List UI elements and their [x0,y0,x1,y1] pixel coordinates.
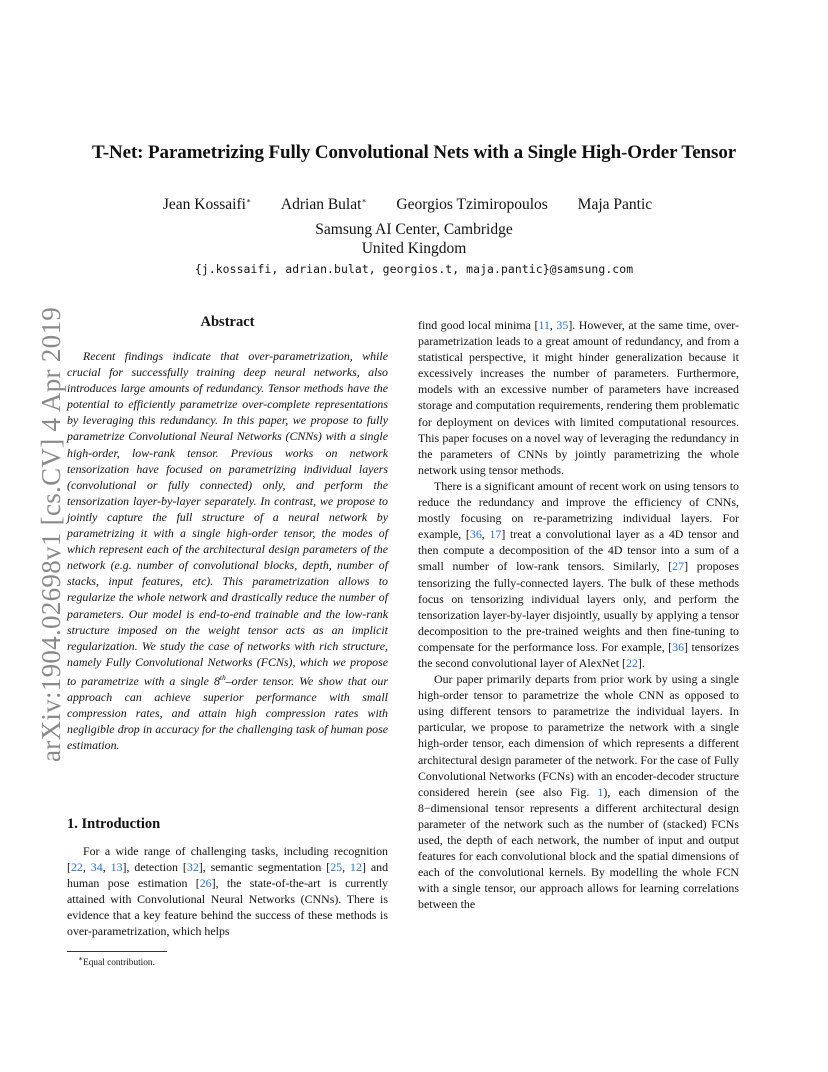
author-mark: ∗ [245,196,252,205]
arxiv-stamp-text: arXiv:1904.02698v1 [cs.CV] 4 Apr 2019 [36,306,66,762]
introduction-right-column [418,317,739,912]
citation-link[interactable]: 22 [70,860,83,875]
author-name: Jean Kossaifi [162,196,246,214]
author-4 [578,196,652,214]
section-heading-introduction: 1. Introduction [67,816,161,832]
citation-link[interactable]: 26 [199,876,212,891]
abstract-heading: Abstract [200,314,255,330]
footnote-text: Equal contribution. [83,958,155,969]
author-name: Georgios Tzimiropoulos [396,196,548,214]
author-mark: ∗ [361,196,367,205]
author-3 [396,196,547,214]
citation-link[interactable]: 25 [330,860,343,875]
citation-link[interactable]: 22 [626,655,638,670]
arxiv-stamp [18,292,66,762]
footnote-mark: ∗ [78,954,84,963]
citation-link[interactable]: 12 [350,860,362,875]
author-list [0,196,828,214]
introduction-left-column [67,843,388,940]
affiliation-line-2: United Kingdom [361,240,467,257]
citation-link[interactable]: 36 [469,527,482,542]
citation-link[interactable]: 13 [110,860,123,875]
intro-paragraph-3: There is a significant amount of recent work on using tensors to reduce the redundancy and improve the efficiency of CNNs, mostly focusing on re-parametrizing individual layers. For example, [36, 17] treat a convolutional layer as a 4D tensor and then compute a decomposition of the 4D tensor into a sum of a small number of low-rank tensors. Similarly, [27] proposes tensorizing the fully-connected layers. The bulk of these methods focus on tensorizing individual layers only, and perform the tensorization layer-by-layer disjointly, usually by applying a tensor decomposition to the pre-trained weights and then fine-tuning to compensate for the performance loss. For example, [36] tensorizes the second convolutional layer of AlexNet [22]. [418,478,739,670]
author-name: Adrian Bulat [280,196,362,214]
author-emails: {j.kossaifi, adrian.bulat, georgios.t, maja.pantic}@samsung.com [194,262,634,276]
figure-link[interactable]: 1 [597,784,604,799]
footnote-rule [67,951,167,952]
intro-paragraph-2: find good local minima [11, 35]. However, at the same time, over-parametrization leads to a great amount of redundancy, and from a statistical perspective, it might hinder generalization because it excessively increases the number of parameters. Furthermore, models with an excessive number of parameters have increased storage and computation requirements, rendering them problematic for deployment on devices with limited computational resources. This paper focuses on a novel way of leveraging the redundancy in the parameters of CNNs by jointly parametrizing the whole network using tensor methods. [418,318,739,477]
intro-paragraph-4: Our paper primarily departs from prior work by using a single high-order tensor to parametrize the whole CNN as opposed to using different tensors to parametrize the individual layers. In particular, we propose to parametrize the network with a single high-order tensor, each dimension of which represents a different architectural design parameter of the network. For the case of Fully Convolutional Networks (FCNs) with an encoder-decoder structure considered herein (see also Fig. 1), each dimension of the 8−dimensional tensor represents a different architectural design parameter of the network such as the number of (stacked) FCNs used, the depth of each network, the number of input and output features for each convolutional block and the spatial dimensions of each of the convolutional kernels. By modelling the whole FCN with a single tensor, our approach allows for learning correlations between the [418,672,739,912]
citation-link[interactable]: 17 [489,527,502,542]
abstract-body [67,348,388,753]
intro-paragraph-1: For a wide range of challenging tasks, including recognition [22, 34, 13], detection [32], semantic segmentation [25, 12] and human pose estimation [26], the state-of-the-art is currently attained with Convolutional Neural Networks (CNNs). There is evidence that a key feature behind the success of these methods is over-parametrization, which helps [67,844,389,939]
abstract-paragraph: Recent findings indicate that over-parametrization, while crucial for successfully training deep neural networks, also introduces large amounts of redundancy. Tensor methods have the potential to efficiently parametrize over-complete representations by leveraging this redundancy. In this paper, we propose to fully parametrize Convolutional Neural Networks (CNNs) with a single high-order, low-rank tensor. Previous works on network tensorization have focused on parametrizing individual layers (convolutional or fully connected) only, and perform the tensorization layer-by-layer separately. In contrast, we propose to jointly capture the full structure of a neural network by parametrizing it with a single high-order tensor, the modes of which represent each of the architectural design parameters of the network (e.g. number of convolutional blocks, depth, number of stacks, input features, etc). This parametrization allows to regularize the whole network and drastically reduce the number of parameters. Our model is end-to-end trainable and the low-rank structure imposed on the weight tensor acts as an implicit regularization. We study the case of networks with rich structure, namely Fully Convolutional Networks (FCNs), which we propose to parametrize with a single 8th–order tensor. We show that our approach can achieve superior performance with small compression rates, and attain high compression rates with negligible drop in accuracy for the challenging task of human pose estimation. [67,349,388,753]
citation-link[interactable]: 11 [538,318,550,332]
citation-link[interactable]: 34 [90,860,103,875]
citation-link[interactable]: 35 [556,318,569,332]
citation-link[interactable]: 27 [672,559,685,574]
author-2 [281,196,367,214]
author-name: Maja Pantic [577,196,653,214]
citation-link[interactable]: 36 [672,639,685,654]
citation-link[interactable]: 32 [186,860,199,875]
author-1 [163,196,251,214]
affiliation-line-1: Samsung AI Center, Cambridge [315,221,513,238]
paper-title: T-Net: Parametrizing Fully Convolutional Nets with a Single High-Order Tensor [91,142,737,163]
footnote [78,954,155,968]
